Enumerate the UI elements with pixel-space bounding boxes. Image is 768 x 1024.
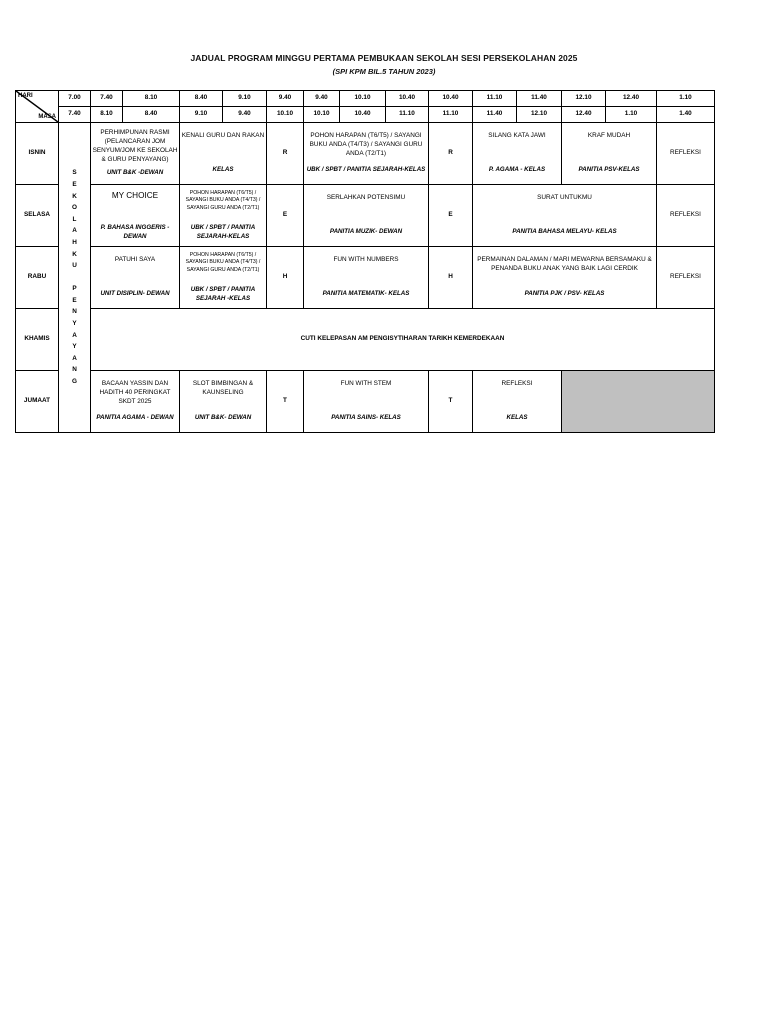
activity-cell xyxy=(91,371,180,433)
time-start: 8.40 xyxy=(180,91,223,107)
activity-unit: KELAS xyxy=(212,166,234,174)
rehat-letter: E xyxy=(267,185,304,247)
day-rabu: RABU xyxy=(16,247,59,309)
activity-name: POHON HARAPAN (T6/T5) / SAYANGI BUKU ANDA (T4/T3) / SAYANGI GURU ANDA (T2/T1) xyxy=(309,132,423,158)
holiday-cell: CUTI KELEPASAN AM PENGISYTIHARAN TARIKH KEMERDEKAAN xyxy=(91,309,715,371)
vertical-letter: H xyxy=(72,238,77,246)
time-end: 10.10 xyxy=(304,107,340,123)
rehat-letter: H xyxy=(429,247,473,309)
activity-cell xyxy=(180,123,267,185)
activity-unit: PANITIA PSV-KELAS xyxy=(578,166,640,174)
activity-unit: UNIT B&K- DEWAN xyxy=(194,414,252,422)
vertical-letter: E xyxy=(72,296,77,304)
activity-unit: PANITIA MUZIK- DEWAN xyxy=(329,228,403,236)
activity-unit: UBK / SPBT / PANITIA SEJARAH -KELAS xyxy=(190,285,256,302)
vertical-letter: O xyxy=(72,204,77,212)
rehat-letter: T xyxy=(429,371,473,433)
vertical-gap xyxy=(60,272,89,284)
activity-unit: UBK / SPBT / PANITIA SEJARAH-KELAS xyxy=(306,166,426,174)
activity-name: KENALI GURU DAN RAKAN xyxy=(181,132,265,140)
activity-name: FUN WITH STEM xyxy=(340,380,392,388)
time-end: 1.40 xyxy=(657,107,715,123)
activity-name: SILANG KATA JAWI xyxy=(488,132,546,140)
activity-cell xyxy=(473,123,562,185)
activity-name: SLOT BIMBINGAN & KAUNSELING xyxy=(192,380,254,397)
vertical-letter: A xyxy=(72,227,77,235)
vertical-letter: K xyxy=(72,192,77,200)
activity-unit: PANITIA SAINS- KELAS xyxy=(331,414,401,422)
schedule-table xyxy=(15,90,715,433)
shaded-empty-cell xyxy=(562,371,715,433)
time-end: 9.40 xyxy=(223,107,267,123)
refleksi-cell: REFLEKSI xyxy=(657,247,715,309)
vertical-letter: E xyxy=(72,180,77,188)
time-start: 1.10 xyxy=(657,91,715,107)
time-end: 8.10 xyxy=(91,107,123,123)
vertical-label-sekolahku-penyayang xyxy=(59,123,91,433)
time-start: 11.10 xyxy=(473,91,517,107)
activity-name: SERLAHKAN POTENSIMU xyxy=(326,194,406,202)
rehat-letter: R xyxy=(267,123,304,185)
hari-label: HARI xyxy=(18,93,33,99)
time-start: 9.10 xyxy=(223,91,267,107)
vertical-letter: A xyxy=(72,354,77,362)
rehat-letter: H xyxy=(267,247,304,309)
row-rabu xyxy=(16,247,715,309)
activity-name: POHON HARAPAN (T6/T5) / SAYANGI BUKU ANDA (T4/T3) / SAYANGI GURU ANDA (T2/T1) xyxy=(185,251,261,273)
time-end: 12.10 xyxy=(517,107,562,123)
time-start: 10.10 xyxy=(340,91,386,107)
time-end: 7.40 xyxy=(59,107,91,123)
vertical-letter: A xyxy=(72,331,77,339)
activity-cell xyxy=(180,371,267,433)
activity-cell xyxy=(91,247,180,309)
hari-masa-corner xyxy=(16,91,59,123)
activity-cell xyxy=(180,185,267,247)
activity-name: KRAF MUDAH xyxy=(587,132,631,140)
row-khamis xyxy=(16,309,715,371)
time-start: 9.40 xyxy=(267,91,304,107)
time-start: 12.40 xyxy=(606,91,657,107)
refleksi-cell: REFLEKSI xyxy=(657,123,715,185)
page-title: JADUAL PROGRAM MINGGU PERTAMA PEMBUKAAN SEKOLAH SESI PERSEKOLAHAN 2025 xyxy=(190,53,578,63)
activity-cell xyxy=(473,185,657,247)
activity-name: FUN WITH NUMBERS xyxy=(333,256,399,264)
vertical-letter: N xyxy=(72,308,77,316)
vertical-letter: G xyxy=(72,378,77,386)
time-start: 12.10 xyxy=(562,91,606,107)
rehat-letter: R xyxy=(429,123,473,185)
vertical-letter: Y xyxy=(72,343,77,351)
rehat-letter: E xyxy=(429,185,473,247)
activity-unit: PANITIA PJK / PSV- KELAS xyxy=(524,290,605,298)
activity-cell xyxy=(304,247,429,309)
activity-unit: PANITIA AGAMA - DEWAN xyxy=(96,414,174,422)
activity-unit: PANITIA MATEMATIK- KELAS xyxy=(322,290,410,298)
day-jumaat: JUMAAT xyxy=(16,371,59,433)
time-start: 10.40 xyxy=(386,91,429,107)
activity-unit: P. AGAMA - KELAS xyxy=(488,166,546,174)
activity-name: PERMAINAN DALAMAN / MARI MEWARNA BERSAMAKU & PENANDA BUKU ANAK YANG BAIK LAGI CERDIK xyxy=(477,256,652,273)
vertical-letter: N xyxy=(72,366,77,374)
activity-unit: KELAS xyxy=(506,414,528,422)
time-end: 12.40 xyxy=(562,107,606,123)
time-end: 8.40 xyxy=(123,107,180,123)
activity-cell xyxy=(304,185,429,247)
activity-name: PERHIMPUNAN RASMI (PELANCARAN JOM SENYUM/JOM KE SEKOLAH & GURU PENYAYANG) xyxy=(92,129,178,164)
activity-cell xyxy=(473,371,562,433)
time-start: 9.40 xyxy=(304,91,340,107)
activity-unit: PANITIA BAHASA MELAYU- KELAS xyxy=(512,228,617,236)
refleksi-cell: REFLEKSI xyxy=(657,185,715,247)
time-end: 11.10 xyxy=(429,107,473,123)
activity-name: POHON HARAPAN (T6/T5) / SAYANGI BUKU ANDA (T4/T3) / SAYANGI GURU ANDA (T2/T1) xyxy=(185,189,261,211)
day-selasa: SELASA xyxy=(16,185,59,247)
activity-name: PATUHI SAYA xyxy=(114,256,156,264)
activity-unit: UNIT DISIPLIN- DEWAN xyxy=(100,290,170,298)
rehat-letter: T xyxy=(267,371,304,433)
time-start: 8.10 xyxy=(123,91,180,107)
vertical-letter: P xyxy=(72,285,77,293)
activity-cell xyxy=(91,123,180,185)
day-khamis: KHAMIS xyxy=(16,309,59,371)
time-end: 11.40 xyxy=(473,107,517,123)
activity-name: BACAAN YASSIN DAN HADITH 40 PERINGKAT SKDT 2025 xyxy=(99,380,171,406)
time-end: 9.10 xyxy=(180,107,223,123)
time-start: 10.40 xyxy=(429,91,473,107)
activity-name: MY CHOICE xyxy=(111,190,159,200)
header-row-end xyxy=(16,107,715,123)
time-end: 10.10 xyxy=(267,107,304,123)
header-row-start xyxy=(16,91,715,107)
vertical-letter: L xyxy=(72,215,77,223)
page-subtitle: (SPI KPM BIL.5 TAHUN 2023) xyxy=(332,67,436,76)
time-start: 11.40 xyxy=(517,91,562,107)
activity-cell xyxy=(473,247,657,309)
row-selasa xyxy=(16,185,715,247)
time-end: 1.10 xyxy=(606,107,657,123)
activity-unit: P. BAHASA INGGERIS - DEWAN xyxy=(100,223,170,240)
activity-unit: UBK / SPBT / PANITIA SEJARAH-KELAS xyxy=(190,223,256,240)
day-isnin: ISNIN xyxy=(16,123,59,185)
activity-cell xyxy=(304,123,429,185)
vertical-letter: U xyxy=(72,262,77,270)
row-jumaat xyxy=(16,371,715,433)
activity-cell xyxy=(304,371,429,433)
activity-name: SURAT UNTUKMU xyxy=(537,194,592,202)
time-end: 10.40 xyxy=(340,107,386,123)
activity-unit: UNIT B&K -DEWAN xyxy=(106,169,164,177)
time-start: 7.40 xyxy=(91,91,123,107)
activity-name: REFLEKSI xyxy=(501,380,533,388)
vertical-letter: Y xyxy=(72,320,77,328)
vertical-letter: K xyxy=(72,250,77,258)
activity-cell xyxy=(562,123,657,185)
vertical-letter: S xyxy=(72,169,77,177)
activity-cell xyxy=(91,185,180,247)
time-end: 11.10 xyxy=(386,107,429,123)
activity-cell xyxy=(180,247,267,309)
masa-label: MASA xyxy=(38,113,56,120)
time-start: 7.00 xyxy=(59,91,91,107)
row-isnin xyxy=(16,123,715,185)
